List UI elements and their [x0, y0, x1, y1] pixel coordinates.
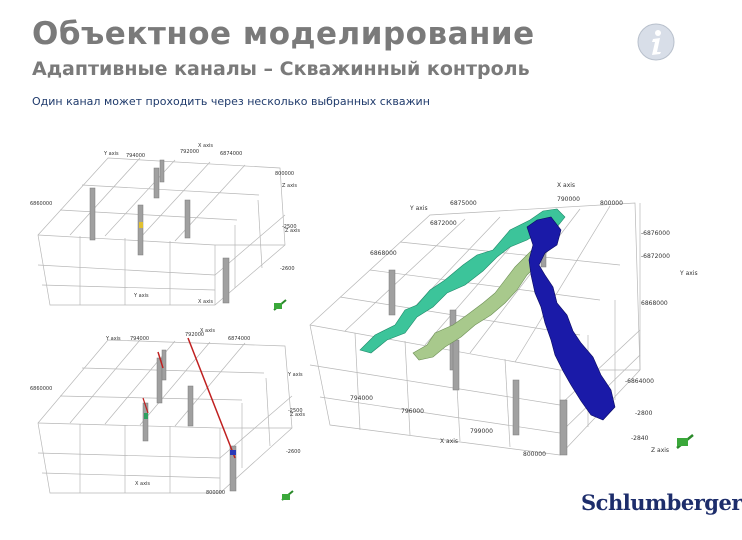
tick-label: -2500: [288, 408, 303, 414]
tick-label: -2800: [635, 410, 653, 417]
tick-label: 800000: [523, 451, 546, 458]
tick-label: 6872000: [430, 220, 457, 227]
tick-label: 796000: [401, 408, 424, 415]
tick-label: 6868000: [370, 250, 397, 257]
tick-label: -2840: [631, 435, 649, 442]
axis-label: Y axis: [104, 151, 119, 157]
tick-label: 792000: [180, 149, 200, 155]
tick-label: 6860000: [30, 386, 53, 392]
axis-label: Z axis: [290, 412, 306, 418]
tick-label: 6874000: [228, 336, 251, 342]
tick-label: 6874000: [220, 151, 243, 157]
axis-label: X axis: [200, 328, 216, 334]
tick-label: 794000: [350, 395, 373, 402]
tick-label: 792000: [185, 332, 205, 338]
tick-label: 6875000: [450, 200, 477, 207]
axis-label: X axis: [557, 182, 576, 189]
axis-label: Y axis: [410, 205, 428, 212]
tick-label: 800000: [600, 200, 623, 207]
axis-label: X axis: [198, 299, 214, 305]
axes-orientation-icon: [677, 435, 693, 448]
axis-label: Z axis: [651, 447, 670, 454]
tick-label: -6876000: [641, 230, 670, 237]
axis-label: Y axis: [680, 270, 698, 277]
axis-label: X axis: [198, 143, 214, 149]
tick-label: -2600: [280, 266, 295, 272]
figure-bottom-left: [30, 328, 306, 503]
axis-label: Y axis: [288, 372, 303, 378]
tick-label: 6860000: [30, 201, 53, 207]
tick-label: -6864000: [625, 378, 654, 385]
tick-label: 6868000: [641, 300, 668, 307]
axis-label: X axis: [440, 438, 459, 445]
figure-top-left: [30, 140, 300, 315]
tick-label: 800000: [275, 171, 295, 177]
tick-label: 794000: [126, 153, 146, 159]
tick-label: 794000: [130, 336, 150, 342]
tick-label: -2500: [282, 224, 297, 230]
axis-label: Z axis: [285, 228, 301, 234]
axis-label: Y axis: [106, 336, 121, 342]
page-title: Объектное моделирование: [32, 16, 535, 52]
axis-label: Z axis: [282, 183, 298, 189]
tick-label: 800000: [206, 490, 226, 496]
info-icon: [636, 22, 676, 62]
tick-label: -6872000: [641, 253, 670, 260]
tick-label: 790000: [557, 196, 580, 203]
axis-label: Y axis: [134, 293, 149, 299]
axes-orientation-icon: [282, 491, 293, 500]
tick-label: -2600: [286, 449, 301, 455]
page-subtitle: Адаптивные каналы – Скважинный контроль: [32, 58, 530, 80]
tick-label: 799000: [470, 428, 493, 435]
schlumberger-logo: Schlumberger: [581, 490, 742, 515]
slide-caption: Один канал может проходить через несколько выбранных скважин: [32, 95, 430, 108]
axis-label: X axis: [135, 481, 151, 487]
axes-orientation-icon: [274, 300, 286, 310]
figure-main-channels: [305, 175, 700, 465]
